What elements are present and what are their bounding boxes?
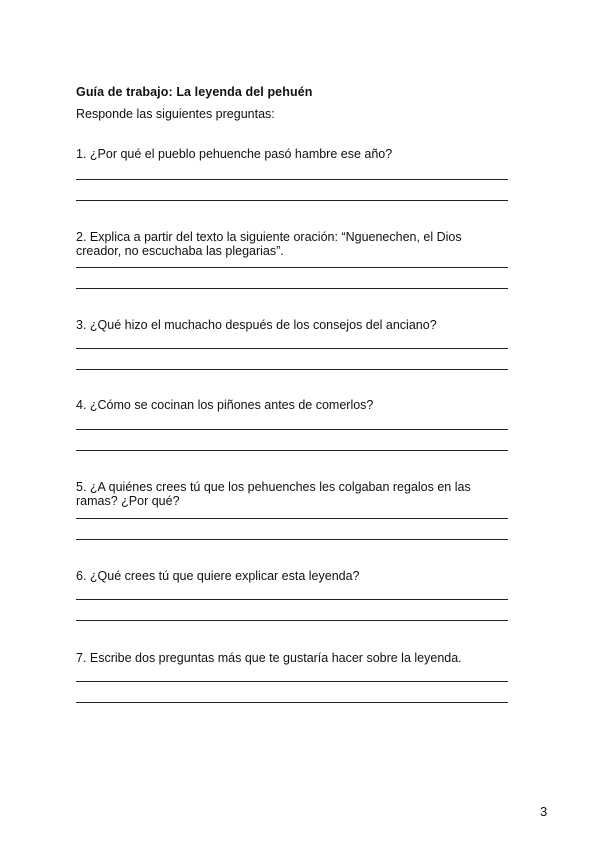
answer-line[interactable] [76, 620, 508, 621]
question-2-text: 2. Explica a partir del texto la siguiente oración: “Nguenechen, el Dios creador, no escuchaba las plegarias”. [76, 230, 462, 258]
answer-line[interactable] [76, 179, 508, 180]
question-2 [76, 230, 508, 258]
worksheet-title: Guía de trabajo: La leyenda del pehuén [76, 85, 313, 99]
answer-line[interactable] [76, 539, 508, 540]
answer-line[interactable] [76, 369, 508, 370]
answer-line[interactable] [76, 200, 508, 201]
page-number: 3 [540, 804, 548, 819]
answer-line[interactable] [76, 429, 508, 430]
question-1 [76, 147, 508, 161]
question-5-text: 5. ¿A quiénes crees tú que los pehuenches les colgaban regalos en las ramas? ¿Por qué? [76, 480, 471, 508]
question-4-text: 4. ¿Cómo se cocinan los piñones antes de comerlos? [76, 398, 374, 412]
question-7 [76, 651, 508, 665]
answer-line[interactable] [76, 518, 508, 519]
answer-line[interactable] [76, 702, 508, 703]
question-3 [76, 318, 508, 332]
answer-line[interactable] [76, 599, 508, 600]
question-1-text: 1. ¿Por qué el pueblo pehuenche pasó hambre ese año? [76, 147, 393, 161]
answer-line[interactable] [76, 267, 508, 268]
answer-line[interactable] [76, 450, 508, 451]
answer-line[interactable] [76, 681, 508, 682]
question-6 [76, 569, 508, 583]
answer-line[interactable] [76, 288, 508, 289]
question-5 [76, 480, 508, 508]
answer-line[interactable] [76, 348, 508, 349]
question-4 [76, 398, 508, 412]
worksheet-instructions: Responde las siguientes preguntas: [76, 107, 275, 121]
question-7-text: 7. Escribe dos preguntas más que te gustaría hacer sobre la leyenda. [76, 651, 462, 665]
question-3-text: 3. ¿Qué hizo el muchacho después de los consejos del anciano? [76, 318, 437, 332]
question-6-text: 6. ¿Qué crees tú que quiere explicar esta leyenda? [76, 569, 360, 583]
